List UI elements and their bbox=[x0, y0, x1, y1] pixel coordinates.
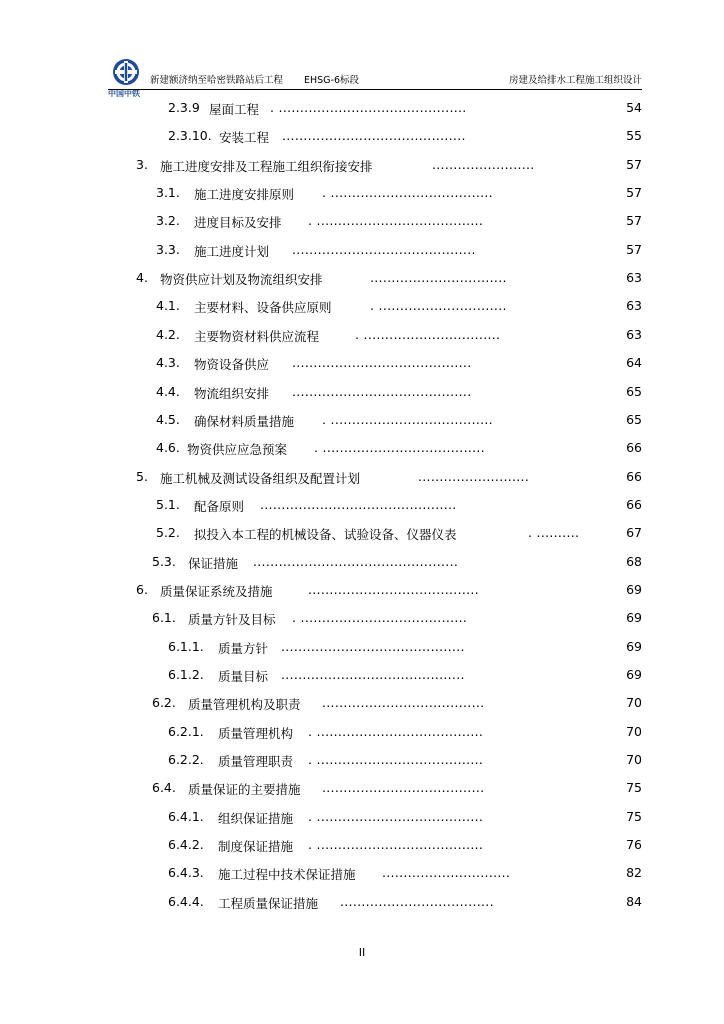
toc-entry-title: 质量目标 bbox=[218, 669, 269, 684]
toc-entry-page-number: 69 bbox=[626, 581, 642, 597]
toc-entry-title: 施工机械及测试设备组织及配置计划 bbox=[160, 470, 361, 486]
toc-entry-page-number: 66 bbox=[626, 496, 642, 512]
toc-entry-page-number: 68 bbox=[626, 553, 642, 569]
toc-entry-leader-dots: . ....................................... bbox=[308, 213, 484, 229]
toc-entry-number: 6.2.2. bbox=[168, 752, 204, 768]
toc-entry-number: 6.1. bbox=[152, 610, 176, 626]
toc-entry[interactable] bbox=[0, 865, 724, 887]
toc-entry-leader-dots: . ....................................... bbox=[308, 808, 484, 824]
page-header bbox=[108, 58, 642, 98]
toc-entry-title: 配备原则 bbox=[194, 498, 245, 514]
toc-entry-title: 安装工程 bbox=[219, 130, 270, 146]
toc-entry-title: 质量管理机构 bbox=[218, 725, 294, 741]
toc-entry[interactable] bbox=[0, 837, 724, 859]
toc-entry-title: 工程质量保证措施 bbox=[218, 895, 319, 911]
page-number: II bbox=[358, 946, 366, 959]
toc-entry-number: 2.3.9 bbox=[168, 100, 200, 115]
toc-entry-page-number: 67 bbox=[626, 525, 642, 541]
toc-entry-page-number: 69 bbox=[626, 638, 642, 654]
toc-entry[interactable] bbox=[0, 384, 724, 406]
toc-entry-number: 3. bbox=[136, 156, 148, 172]
toc-entry[interactable] bbox=[0, 157, 724, 179]
toc-entry-leader-dots: . .......... bbox=[528, 525, 580, 541]
toc-entry-page-number: 66 bbox=[626, 440, 642, 456]
header-document-title: 房建及给排水工程施工组织设计 bbox=[508, 75, 642, 86]
toc-entry-title: 施工进度安排原则 bbox=[194, 187, 295, 203]
toc-entry-leader-dots: ................................ bbox=[370, 270, 507, 286]
toc-entry[interactable] bbox=[0, 610, 724, 632]
toc-entry-leader-dots: .................................... bbox=[340, 893, 494, 909]
toc-entry[interactable] bbox=[0, 809, 724, 831]
toc-entry-title: 确保材料质量措施 bbox=[194, 413, 295, 429]
toc-entry[interactable] bbox=[0, 185, 724, 207]
toc-entry-title: 物资供应计划及物流组织安排 bbox=[160, 272, 323, 288]
toc-entry-number: 4.2. bbox=[156, 326, 180, 342]
toc-entry-number: 3.2. bbox=[156, 213, 180, 229]
toc-entry-leader-dots: ........................................... bbox=[281, 667, 465, 682]
toc-entry[interactable] bbox=[0, 469, 724, 491]
toc-entry-title: 质量管理机构及职责 bbox=[188, 697, 301, 713]
toc-entry-leader-dots: . .............................. bbox=[370, 298, 507, 314]
toc-entry-leader-dots: ........................................ bbox=[308, 581, 479, 597]
toc-entry-page-number: 69 bbox=[626, 610, 642, 626]
toc-entry-leader-dots: . ............................................ bbox=[270, 100, 467, 115]
toc-entry-leader-dots: .......................... bbox=[418, 468, 530, 484]
toc-entry[interactable] bbox=[0, 695, 724, 717]
toc-entry-number: 5.3. bbox=[152, 553, 176, 569]
toc-entry-leader-dots: . ...................................... bbox=[314, 440, 485, 456]
toc-entry-number: 6.4.3. bbox=[168, 865, 204, 881]
toc-entry-title: 主要材料、设备供应原则 bbox=[194, 300, 332, 316]
toc-entry-number: 6.1.2. bbox=[168, 667, 204, 682]
toc-entry-number: 6.1.1. bbox=[168, 638, 204, 654]
toc-entry-leader-dots: . ...................................... bbox=[322, 411, 493, 427]
toc-entry-leader-dots: . ....................................... bbox=[308, 837, 484, 853]
toc-entry[interactable] bbox=[0, 100, 724, 122]
toc-entry-title: 质量方针 bbox=[218, 640, 269, 656]
toc-entry[interactable] bbox=[0, 298, 724, 320]
toc-entry-number: 6.4. bbox=[152, 780, 176, 796]
toc-entry-leader-dots: ........................................... bbox=[292, 241, 476, 257]
toc-entry-number: 4.5. bbox=[156, 411, 180, 427]
toc-entry-number: 6.2. bbox=[152, 695, 176, 711]
toc-entry[interactable] bbox=[0, 667, 724, 689]
toc-entry[interactable] bbox=[0, 440, 724, 462]
toc-entry-leader-dots: . ...................................... bbox=[322, 185, 493, 201]
toc-entry-page-number: 63 bbox=[626, 298, 642, 314]
toc-entry[interactable] bbox=[0, 412, 724, 434]
toc-entry-title: 进度目标及安排 bbox=[194, 215, 282, 231]
toc-entry-number: 6.4.4. bbox=[168, 893, 204, 909]
toc-entry-number: 5. bbox=[136, 468, 148, 484]
toc-entry[interactable] bbox=[0, 724, 724, 746]
toc-entry-leader-dots: ........................................... bbox=[282, 128, 466, 144]
toc-entry-number: 4.4. bbox=[156, 383, 180, 399]
toc-entry-title: 施工过程中技术保证措施 bbox=[218, 867, 356, 883]
toc-entry-title: 物资设备供应 bbox=[194, 357, 270, 373]
toc-entry-leader-dots: . ....................................... bbox=[308, 752, 484, 768]
toc-entry-page-number: 84 bbox=[626, 893, 642, 909]
logo-caption: 中国中铁 bbox=[108, 89, 140, 98]
toc-entry-number: 4. bbox=[136, 270, 148, 286]
toc-entry-number: 3.3. bbox=[156, 241, 180, 257]
toc-entry-title: 保证措施 bbox=[188, 555, 239, 571]
toc-entry-page-number: 70 bbox=[626, 752, 642, 768]
toc-entry-page-number: 65 bbox=[626, 411, 642, 427]
toc-entry-page-number: 64 bbox=[626, 355, 642, 371]
toc-entry-leader-dots: . ....................................... bbox=[292, 610, 468, 626]
toc-entry-number: 5.2. bbox=[156, 525, 180, 541]
toc-entry[interactable] bbox=[0, 497, 724, 519]
toc-entry-page-number: 76 bbox=[626, 837, 642, 853]
toc-entry-number: 5.1. bbox=[156, 496, 180, 512]
toc-entry[interactable] bbox=[0, 639, 724, 661]
toc-entry-title: 制度保证措施 bbox=[218, 839, 294, 855]
toc-entry-title: 物流组织安排 bbox=[194, 385, 270, 401]
toc-entry[interactable] bbox=[0, 894, 724, 916]
toc-entry[interactable] bbox=[0, 327, 724, 349]
toc-entry-leader-dots: . ................................ bbox=[355, 326, 501, 342]
toc-entry-title: 质量方针及目标 bbox=[188, 612, 276, 628]
toc-entry[interactable] bbox=[0, 128, 724, 150]
toc-entry-number: 4.6. bbox=[156, 440, 180, 456]
toc-entry-title: 施工进度安排及工程施工组织衔接安排 bbox=[160, 158, 373, 174]
toc-entry-leader-dots: ...................................... bbox=[322, 695, 485, 711]
header-rule bbox=[108, 89, 642, 90]
toc-entry-leader-dots: ...................................... bbox=[322, 780, 485, 796]
toc-entry-page-number: 66 bbox=[626, 468, 642, 484]
toc-entry-page-number: 70 bbox=[626, 723, 642, 739]
toc-entry[interactable] bbox=[0, 355, 724, 377]
toc-entry-number: 4.3. bbox=[156, 355, 180, 371]
toc-entry-page-number: 57 bbox=[626, 213, 642, 229]
toc-entry-leader-dots: .............................. bbox=[382, 865, 511, 881]
toc-entry-title: 质量管理职责 bbox=[218, 754, 294, 770]
toc-entry-page-number: 63 bbox=[626, 270, 642, 286]
toc-entry-number: 4.1. bbox=[156, 298, 180, 314]
toc-entry[interactable] bbox=[0, 554, 724, 576]
toc-entry-number: 3.1. bbox=[156, 185, 180, 201]
toc-entry-page-number: 54 bbox=[626, 100, 642, 115]
toc-entry-leader-dots: .......................................... bbox=[292, 383, 472, 399]
header-project-name: 新建额济纳至哈密铁路站后工程 bbox=[150, 75, 284, 86]
toc-entry-number: 6. bbox=[136, 581, 148, 597]
toc-entry-leader-dots: .............................................. bbox=[260, 496, 457, 512]
toc-entry-page-number: 57 bbox=[626, 241, 642, 257]
toc-entry-page-number: 57 bbox=[626, 185, 642, 201]
toc-entry-number: 6.4.1. bbox=[168, 808, 204, 824]
toc-entry-page-number: 69 bbox=[626, 667, 642, 682]
toc-entry-leader-dots: .......................................... bbox=[292, 355, 472, 371]
toc-entry-page-number: 57 bbox=[626, 156, 642, 172]
toc-entry-number: 6.4.2. bbox=[168, 837, 204, 853]
toc-entry[interactable] bbox=[0, 242, 724, 264]
toc-entry-page-number: 75 bbox=[626, 780, 642, 796]
toc-entry-title: 物资供应应急预案 bbox=[187, 442, 288, 458]
toc-entry-title: 主要物资材料供应流程 bbox=[194, 328, 320, 344]
toc-entry-page-number: 75 bbox=[626, 808, 642, 824]
toc-entry[interactable] bbox=[0, 752, 724, 774]
toc-entry-number: 2.3.10. bbox=[168, 128, 212, 144]
toc-entry-leader-dots: ........................................... bbox=[281, 638, 465, 654]
header-section-code: EHSG-6标段 bbox=[304, 75, 360, 86]
toc-entry-title: 拟投入本工程的机械设备、试验设备、仪器仪表 bbox=[194, 527, 457, 543]
toc-entry-page-number: 70 bbox=[626, 695, 642, 711]
toc-entry-leader-dots: ................................................ bbox=[253, 553, 459, 569]
toc-entry-title: 组织保证措施 bbox=[218, 810, 294, 826]
toc-entry-number: 6.2.1. bbox=[168, 723, 204, 739]
toc-entry-leader-dots: ........................ bbox=[432, 156, 535, 172]
toc-entry[interactable] bbox=[0, 213, 724, 235]
toc-entry[interactable] bbox=[0, 780, 724, 802]
toc-entry[interactable] bbox=[0, 270, 724, 292]
toc-entry-page-number: 63 bbox=[626, 326, 642, 342]
toc-entry-title: 屋面工程 bbox=[209, 102, 260, 117]
toc-entry-page-number: 65 bbox=[626, 383, 642, 399]
toc-entry-title: 质量保证系统及措施 bbox=[160, 583, 273, 599]
toc-entry[interactable] bbox=[0, 525, 724, 547]
toc-entry-page-number: 55 bbox=[626, 128, 642, 144]
toc-entry[interactable] bbox=[0, 582, 724, 604]
toc-entry-leader-dots: . ....................................... bbox=[308, 723, 484, 739]
toc-entry-title: 施工进度计划 bbox=[194, 243, 270, 259]
toc-entry-title: 质量保证的主要措施 bbox=[188, 782, 301, 798]
toc-entry-page-number: 82 bbox=[626, 865, 642, 881]
